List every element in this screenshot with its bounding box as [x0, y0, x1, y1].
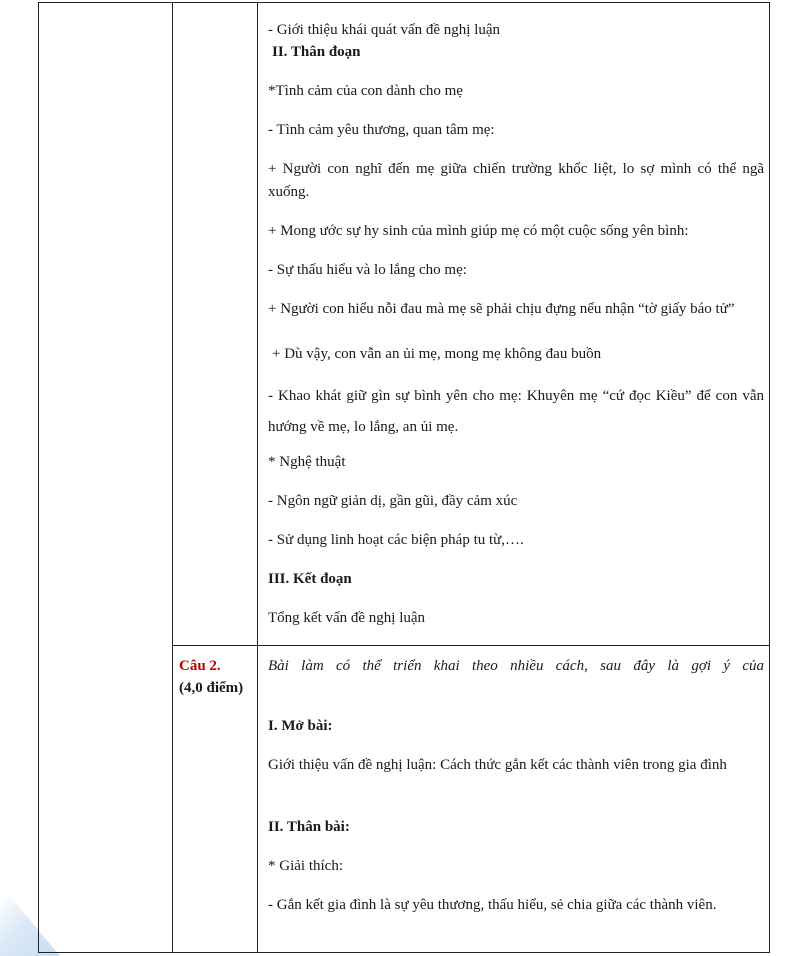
intro-line: - Giới thiệu khái quát vấn đề nghị luận: [268, 22, 501, 38]
column-divider-2: [257, 3, 258, 952]
section-heading-body: II. Thân đoạn: [272, 44, 361, 60]
content-line: * Nghệ thuật: [268, 454, 346, 470]
content-line: Tổng kết vấn đề nghị luận: [268, 610, 426, 626]
open-text: Giới thiệu vấn đề nghị luận: Cách thức gắn kết các thành viên trong gia đình: [268, 757, 727, 773]
content-line: - Khao khát giữ gìn sự bình yên cho mẹ: Khuyên mẹ “cứ đọc Kiều” để con vẫn hướng về mẹ, lo lắng, an ủi mẹ.: [268, 388, 764, 435]
content-line: *Tình cảm của con dành cho mẹ: [268, 83, 463, 99]
row-divider: [172, 645, 769, 646]
content-line: - Sử dụng linh hoạt các biện pháp tu từ,….: [268, 532, 524, 548]
content-line: + Dù vậy, con vẫn an ủi mẹ, mong mẹ không đau buồn: [272, 346, 602, 362]
explain-label: * Giải thích:: [268, 858, 343, 874]
section-heading-conclusion: III. Kết đoạn: [268, 571, 352, 587]
content-line: - Ngôn ngữ giản dị, gần gũi, đầy cảm xúc: [268, 493, 518, 509]
content-line: - Tình cảm yêu thương, quan tâm mẹ:: [268, 122, 495, 138]
column-divider-1: [172, 3, 173, 952]
content-line: + Người con nghĩ đến mẹ giữa chiến trường khốc liệt, lo sợ mình có thể ngã xuống.: [268, 161, 764, 200]
explain-text: - Gắn kết gia đình là sự yêu thương, thấu hiểu, sẻ chia giữa các thành viên.: [268, 897, 717, 913]
question-points: (4,0 điểm): [179, 680, 244, 696]
content-line: + Mong ước sự hy sinh của mình giúp mẹ có một cuộc sống yên bình:: [268, 223, 689, 239]
answer-table: [38, 2, 770, 953]
content-line: - Sự thấu hiểu và lo lắng cho mẹ:: [268, 262, 467, 278]
section-heading-body-2: II. Thân bài:: [268, 819, 350, 835]
section-heading-open: I. Mở bài:: [268, 718, 333, 734]
question-intro: Bài làm có thể triển khai theo nhiều cách, sau đây là gợi ý của: [268, 658, 764, 674]
question-label: Câu 2.: [179, 658, 221, 674]
content-line: + Người con hiểu nỗi đau mà mẹ sẽ phải chịu đựng nếu nhận “tờ giấy báo tử”: [268, 301, 735, 317]
